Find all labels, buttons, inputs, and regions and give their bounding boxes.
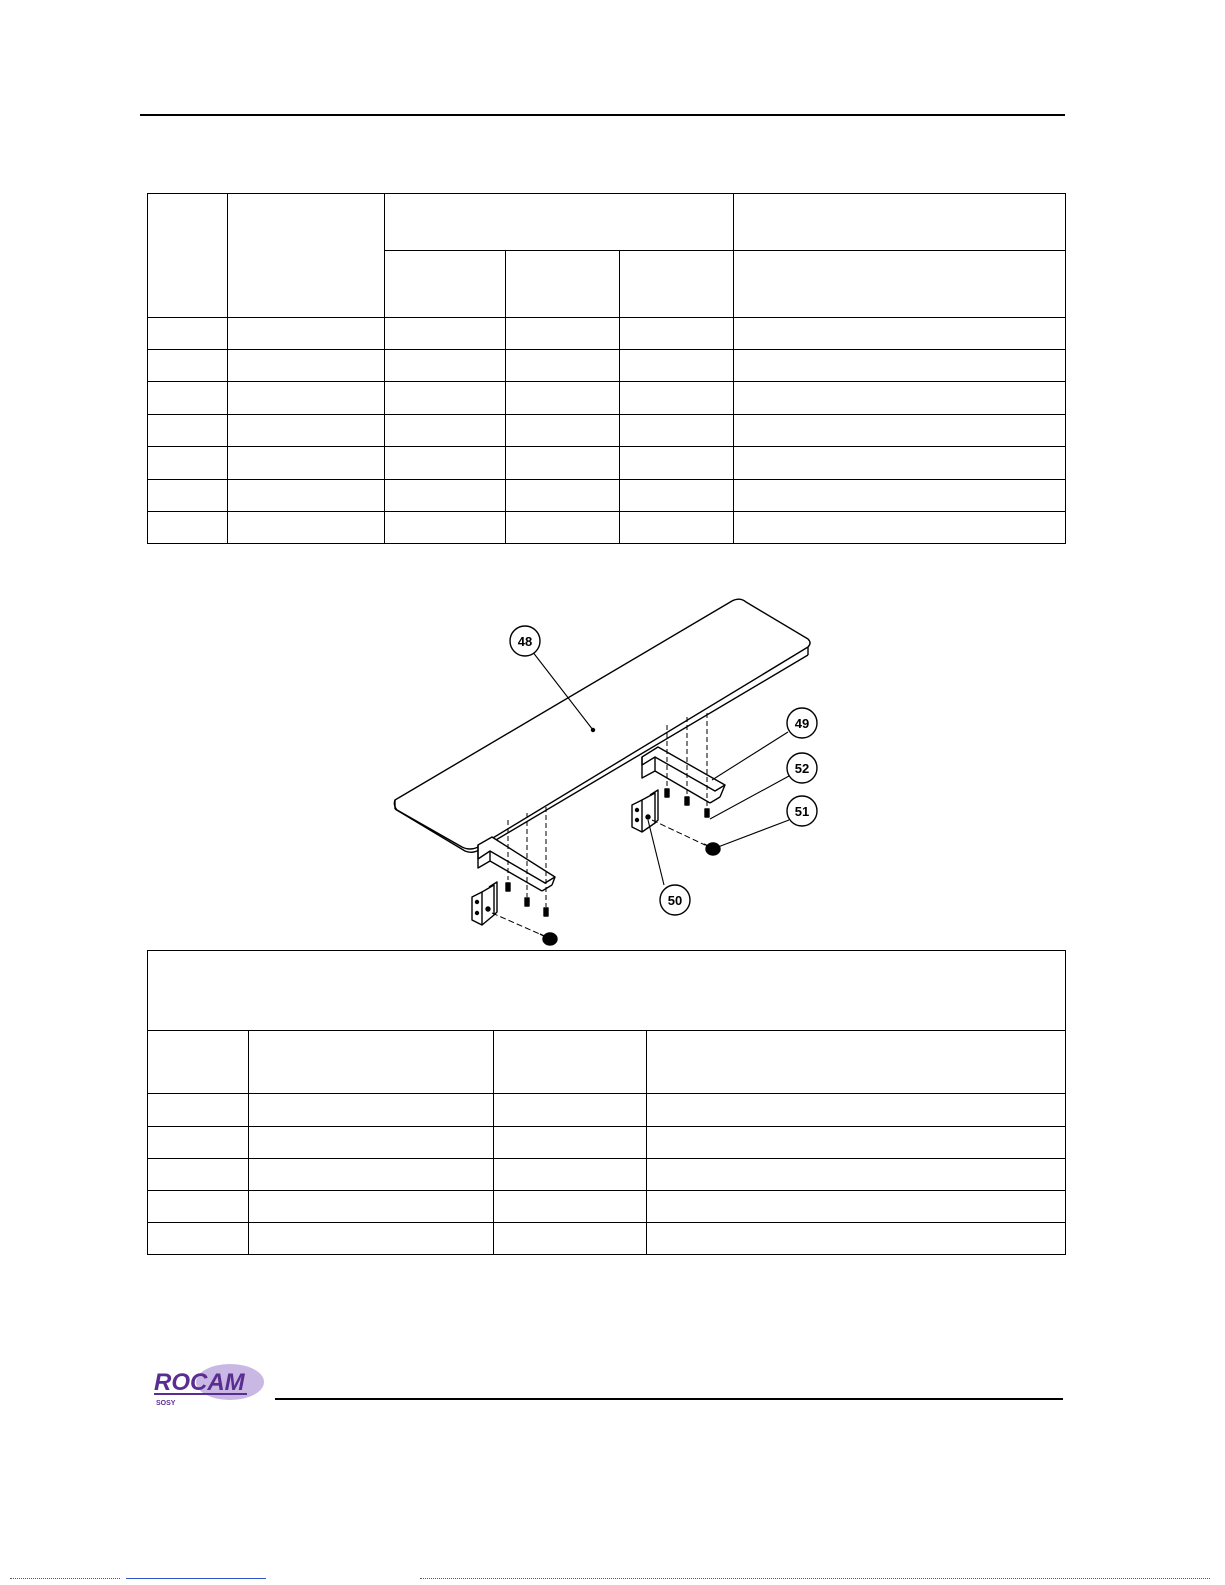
callout-51 [787,796,817,826]
header-cell [148,1031,249,1094]
header-cell [494,1031,647,1094]
table-row [148,382,1066,415]
table-row [148,1094,1066,1127]
table-row [148,350,1066,382]
right-knob [704,843,720,855]
header-cell [647,1031,1066,1094]
table-title-cell [148,951,1066,1031]
exploded-assembly-drawing [380,595,830,950]
header-cell [385,251,506,318]
svg-text:48: 48 [517,634,533,649]
left-clamp [472,882,497,925]
header-cell [506,251,620,318]
svg-text:50: 50 [667,893,683,908]
svg-text:51: 51 [794,804,810,819]
footer-rule [275,1398,1063,1400]
left-knob [540,933,557,945]
header-cell [228,194,385,318]
svg-text:ROCAM: ROCAM [154,1369,245,1396]
table-row [148,1127,1066,1159]
left-bracket [478,837,555,891]
svg-text:SOSY: SOSY [156,1400,176,1407]
footer-link-underline [126,1578,266,1579]
callout-50 [660,885,690,915]
svg-text:52: 52 [794,761,810,776]
header-rule [140,114,1065,116]
callout-49 [787,708,817,738]
table-row [148,480,1066,512]
callout-48 [510,626,540,656]
table-row [148,1159,1066,1191]
header-cell [620,251,734,318]
shelf-board [394,599,810,852]
parts-table-top [147,193,1066,544]
table-row [148,415,1066,447]
header-cell [734,251,1066,318]
table-row [148,447,1066,480]
header-cell [734,194,1066,251]
footer-divider [10,1578,120,1579]
rocam-logo [152,1360,267,1408]
header-cell [249,1031,494,1094]
table-row [148,318,1066,350]
right-clamp [632,790,658,832]
header-cell [385,194,734,251]
footer-divider [420,1578,1210,1579]
callout-52 [787,753,817,783]
table-row [148,1191,1066,1223]
header-cell [148,194,228,318]
table-row [148,512,1066,544]
svg-text:49: 49 [794,716,810,731]
table-row [148,1223,1066,1255]
parts-table-bottom [147,950,1066,1255]
